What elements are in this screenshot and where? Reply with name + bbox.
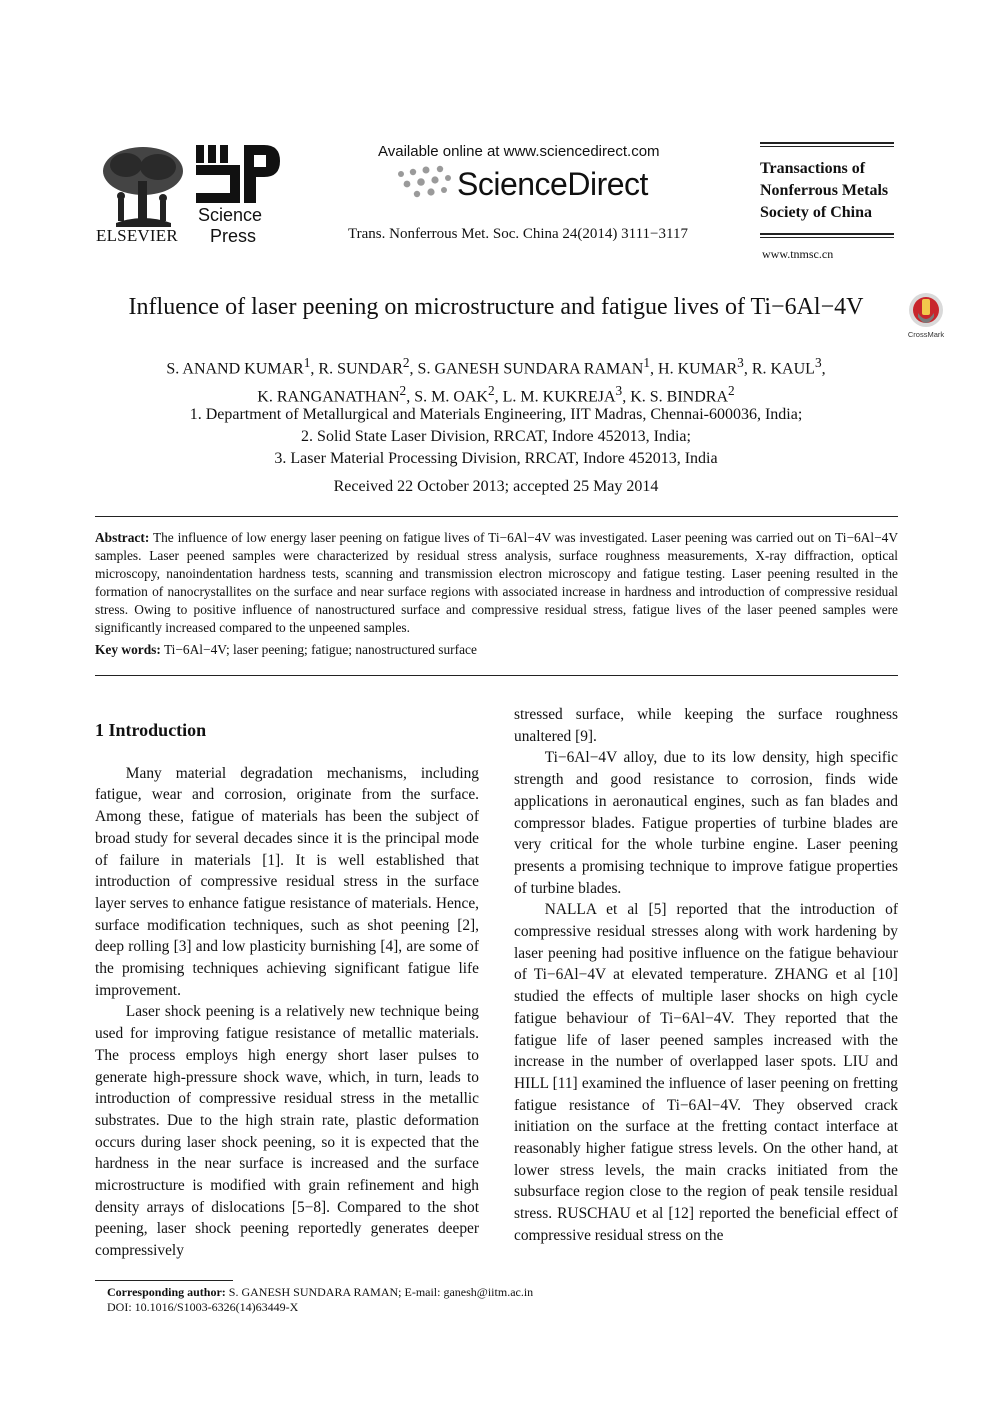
affiliation-2: 2. Solid State Laser Division, RRCAT, Indore 452013, India; [301,428,691,445]
science-press-wordmark [198,205,262,247]
affiliation-1: 1. Department of Metallurgical and Materials Engineering, IIT Madras, Chennai-600036, India; [189,406,803,423]
journal-name-line-1: Transactions of [760,160,866,177]
crossmark-icon[interactable] [905,291,947,339]
elsevier-wordmark: ELSEVIER [96,226,178,245]
keywords-label: Key words: [95,642,161,657]
available-online-text: Available online at www.sciencedirect.com [378,143,660,160]
article-title: Influence of laser peening on microstructure and fatigue lives of Ti−6Al−4V [128,294,864,320]
journal-top-rule-thin [760,146,894,147]
journal-name [760,158,894,224]
corresponding-text: S. GANESH SUNDARA RAMAN; E-mail: ganesh@iitm.ac.in [228,1285,534,1299]
affiliation-3: 3. Laser Material Processing Division, RRCAT, Indore 452013, India [274,450,718,467]
corresponding-label: Corresponding author: [107,1285,226,1299]
journal-name-line-3: Society of China [760,204,872,221]
science-press-logo [194,143,280,205]
keywords-text: Ti−6Al−4V; laser peening; fatigue; nanostructured surface [163,642,477,657]
footnote [107,1285,533,1315]
paragraph: NALLA et al [5] reported that the introduction of compressive residual stresses along with work hardening by laser peening had positive influence on the fatigue behaviour of Ti−6Al−4V at elevated temperature. ZHANG et al [10] studied the effects of multiple laser shocks on high cycle fatigue behaviour of Ti−6Al−4V. They reported that the fatigue life of laser peened samples increased with the increase in the number of overlapped laser spots. LIU and HILL [11] examined the influence of laser peening on fretting fatigue resistance of Ti−6Al−4V. They observed crack initiation on the surface at the fretting contact interface at reasonably higher fatigue stress levels. On the other hand, at lower stress levels, the main cracks initiated from the subsurface region close to the region of peak tensile residual stress. RUSCHAU et al [12] reported the beneficial effect of compressive residual stress on the [514,901,898,1244]
footnote-rule [95,1280,233,1281]
journal-box [760,142,894,238]
science-press-line-2: Press [210,226,257,246]
abstract-label: Abstract: [95,530,150,545]
abstract-bottom-rule [95,675,898,676]
sciencedirect-wordmark: ScienceDirect [457,166,648,202]
left-column [95,706,479,1262]
abstract-top-rule [95,516,898,517]
paragraph: Ti−6Al−4V alloy, due to its low density, high specific strength and good resistance to corrosion, finds wide applications in aeronautical engines, such as fan blades and compressor blades. Fatigue properties of turbine blades are very critical for the whole turbine engine. Laser peening presents a promising technique to improve fatigue properties of turbine blades. [514,749,898,897]
journal-name-line-2: Nonferrous Metals [760,182,889,199]
journal-bottom-rule-thin [760,237,894,238]
science-press-line-1: Science [198,205,263,225]
received-date: Received 22 October 2013; accepted 25 May 2014 [333,478,659,495]
journal-top-rule [760,142,894,144]
crossmark-label: CrossMark [907,330,945,339]
journal-url-link[interactable]: www.tnmsc.cn [762,247,834,261]
paragraph: Many material degradation mechanisms, including fatigue, wear and corrosion, originate from the surface. Among these, fatigue of materials has been the subject of broad study for several decades since it is the principal mode of failure in materials [1]. It is well established that introduction of compressive residual stress in the surface layer serves to enhance fatigue resistance of materials. Hence, surface modification techniques, such as shot peening [2], deep rolling [3] and low plasticity burnishing [4], are some of the promising techniques achieving significant fatigue life improvement. [95,764,479,999]
keywords [95,641,898,659]
author-list: S. ANAND KUMAR$^1$, R. SUNDAR$^2$, S. GANESH SUNDARA RAMAN$^1$, H. KUMAR$^3$, R. KAUL$^3$, K. RANGANATHAN$^2$, S. M. OAK$^2$, L. M. KUKREJA$^3$, K. S. BINDRA$^2$ [166,355,826,406]
section-heading: 1 Introduction [95,720,207,740]
sciencedirect-dots-icon [393,164,457,204]
affiliations [0,404,992,470]
journal-bottom-rule [760,233,894,235]
abstract-text: The influence of low energy laser peening on fatigue lives of Ti−6Al−4V was investigated. Laser peening was carried out on Ti−6Al−4V samples. Laser peened samples were characterized by residual stress analysis, surface roughness measurements, X-ray diffraction, optical microscopy, nanoindentation hardness tests, scanning and transmission electron microscopy and fatigue testing. Laser peening resulted in the formation of nanocrystallites on the surface and near surface regions with associated increase in hardness and introduction of compressive residual stress. Owing to positive influence of nanostructured surface and compressive residual stress, fatigue lives of the laser peened samples were significantly increased compared to the unpeened samples. [95,530,898,635]
corresponding-author [107,1285,533,1300]
right-column [514,704,898,1247]
journal-citation: Trans. Nonferrous Met. Soc. China 24(2014) 3111−3117 [348,226,688,242]
doi-link[interactable]: DOI: 10.1016/S1003-6326(14)63449-X [107,1300,299,1314]
paragraph: Laser shock peening is a relatively new technique being used for improving fatigue resistance of metallic materials. The process employs high energy short laser pulses to generate high-pressure shock wave, which, in turn, leads to introduction of compressive residual stress in the metallic substrates. Due to the high strain rate, plastic deformation occurs during laser shock peening, so it is expected that the hardness in the near surface is increased and the surface microstructure is modified with grain refinement and high density arrays of dislocations [5−8]. Compared to the shot peening, laser shock peening reportedly generates deeper compressively [95,1003,479,1260]
abstract [95,529,898,637]
paragraph-continued: stressed surface, while keeping the surface roughness unaltered [9]. [514,706,898,745]
